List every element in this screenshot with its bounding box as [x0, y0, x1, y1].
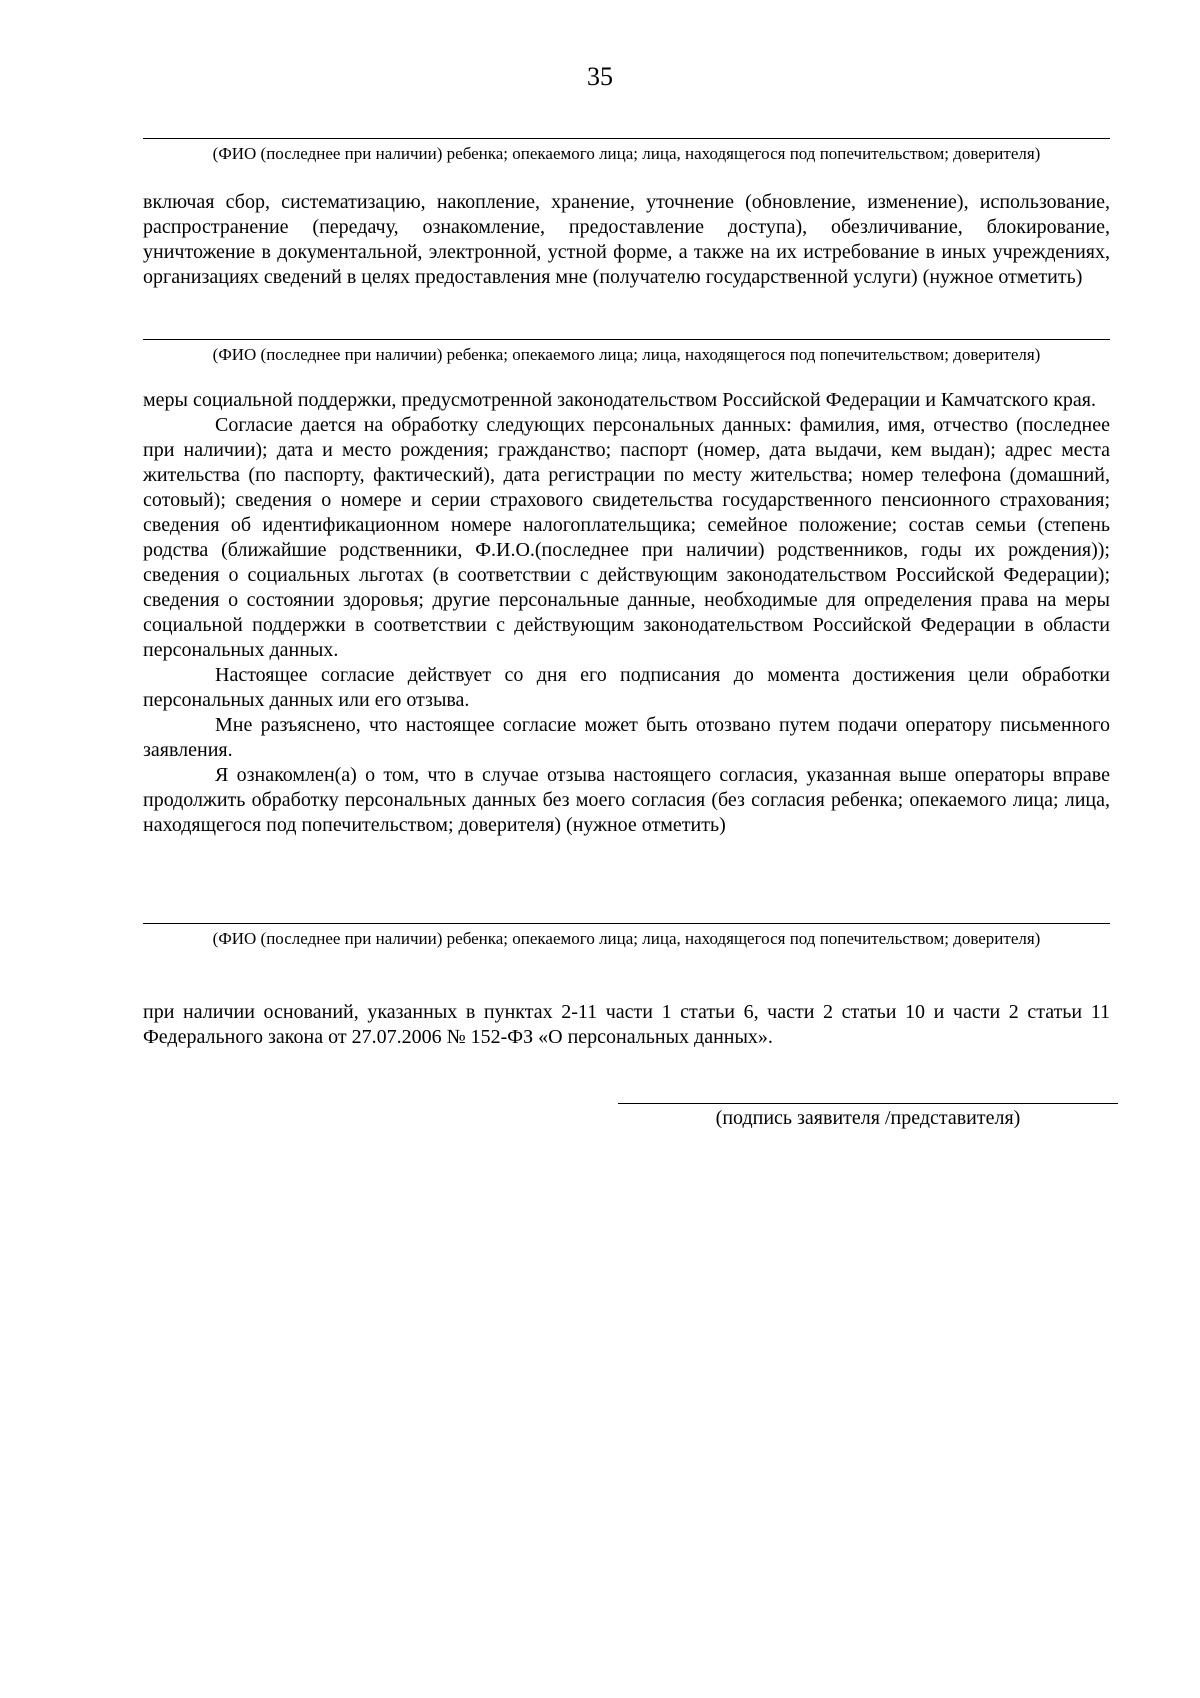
paragraph-revocation: Мне разъяснено, что настоящее согласие может быть отозвано путем подачи оператору письменного заявления.	[143, 714, 1110, 761]
consent-body	[143, 388, 1110, 838]
paragraph-validity-period: Настоящее согласие действует со дня его подписания до момента достижения цели обработки персональных данных или его отзыва.	[143, 664, 1110, 711]
fio-blank-3	[143, 923, 1110, 950]
paragraph-text: при наличии оснований, указанных в пунктах 2-11 части 1 статьи 6, части 2 статьи 10 и части 2 статьи 11 Федерального закона от 27.07.2006 № 152-ФЗ «О персональных данных».	[143, 1001, 1110, 1048]
signature-caption: (подпись заявителя /представителя)	[715, 1107, 1021, 1129]
fio-caption: (ФИО (последнее при наличии) ребенка; опекаемого лица; лица, находящегося под попечительством; доверителя)	[212, 929, 1041, 948]
page-number: 35	[587, 62, 613, 91]
signature-block	[618, 1103, 1118, 1131]
fio-caption: (ФИО (последнее при наличии) ребенка; опекаемого лица; лица, находящегося под попечительством; доверителя)	[212, 345, 1041, 364]
paragraph-social-support: меры социальной поддержки, предусмотренной законодательством Российской Федерации и Камчатского края.	[143, 389, 1097, 411]
fio-caption: (ФИО (последнее при наличии) ребенка; опекаемого лица; лица, находящегося под попечительством; доверителя)	[212, 144, 1041, 163]
paragraph-text: включая сбор, систематизацию, накопление, хранение, уточнение (обновление, изменение), использование, распространение (передачу, ознакомление, предоставление доступа), обезличивание, блокирование, уничтожение в документальной, электронной, устной форме, а также на их истребование в иных учреждениях, организациях сведений в целях предоставления мне (получателю государственной услуги) (нужное отметить)	[143, 191, 1110, 288]
fio-blank-2	[143, 339, 1110, 366]
paragraph-legal-basis	[143, 1000, 1110, 1050]
paragraph-processing-actions	[143, 190, 1110, 290]
fio-blank-1	[143, 138, 1110, 165]
paragraph-personal-data-list: Согласие дается на обработку следующих персональных данных: фамилия, имя, отчество (последнее при наличии); дата и место рождения; гражданство; паспорт (номер, дата выдачи, кем выдан); адрес места жительства (по паспорту, фактический), дата регистрации по месту жительства; номер телефона (домашний, сотовый); сведения о номере и серии страхового свидетельства государственного пенсионного страхования; сведения об идентификационном номере налогоплательщика; семейное положение; состав семьи (степень родства (ближайшие родственники, Ф.И.О.(последнее при наличии) родственников, годы их рождения)); сведения о социальных льготах (в соответствии с действующим законодательством Российской Федерации); сведения о состоянии здоровья; другие персональные данные, необходимые для определения права на меры социальной поддержки в соответствии с действующим законодательством Российской Федерации в области персональных данных.	[143, 414, 1110, 661]
paragraph-acknowledgement: Я ознакомлен(а) о том, что в случае отзыва настоящего согласия, указанная выше операторы вправе продолжить обработку персональных данных без моего согласия (без согласия ребенка; опекаемого лица; лица, находящегося под попечительством; доверителя) (нужное отметить)	[143, 764, 1110, 836]
